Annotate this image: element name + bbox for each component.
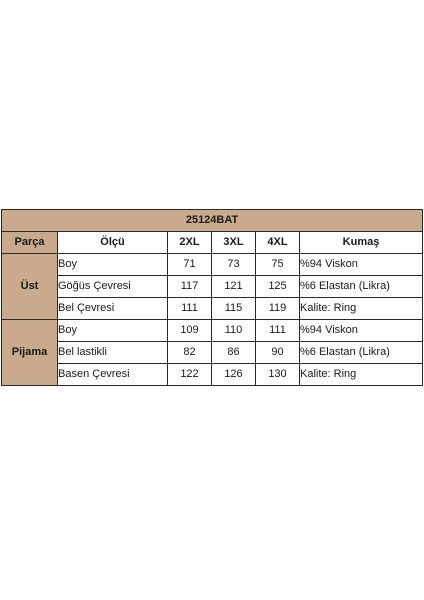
fabric-info: Kalite: Ring <box>300 364 423 386</box>
value-3xl: 126 <box>212 364 256 386</box>
table-row <box>2 364 423 386</box>
measure-label: Basen Çevresi <box>58 364 168 386</box>
fabric-info: %6 Elastan (Likra) <box>300 342 423 364</box>
size-table <box>1 209 423 386</box>
value-2xl: 82 <box>168 342 212 364</box>
value-2xl: 71 <box>168 254 212 276</box>
table-row <box>2 320 423 342</box>
value-2xl: 109 <box>168 320 212 342</box>
value-3xl: 115 <box>212 298 256 320</box>
fabric-info: %94 Viskon <box>300 320 423 342</box>
value-3xl: 86 <box>212 342 256 364</box>
value-4xl: 111 <box>256 320 300 342</box>
table-row <box>2 276 423 298</box>
value-2xl: 117 <box>168 276 212 298</box>
value-3xl: 73 <box>212 254 256 276</box>
value-4xl: 119 <box>256 298 300 320</box>
fabric-info: %94 Viskon <box>300 254 423 276</box>
size-chart <box>1 209 422 386</box>
measure-label: Göğüs Çevresi <box>58 276 168 298</box>
header-olcu: Ölçü <box>58 232 168 254</box>
header-4xl: 4XL <box>256 232 300 254</box>
fabric-info: %6 Elastan (Likra) <box>300 276 423 298</box>
group-label-pijama: Pijama <box>2 320 58 386</box>
value-4xl: 125 <box>256 276 300 298</box>
table-row <box>2 298 423 320</box>
group-label-ust: Üst <box>2 254 58 320</box>
product-code: 25124BAT <box>2 210 423 232</box>
table-row <box>2 254 423 276</box>
value-4xl: 90 <box>256 342 300 364</box>
measure-label: Boy <box>58 254 168 276</box>
title-row <box>2 210 423 232</box>
header-row <box>2 232 423 254</box>
value-2xl: 111 <box>168 298 212 320</box>
header-2xl: 2XL <box>168 232 212 254</box>
table-row <box>2 342 423 364</box>
value-3xl: 121 <box>212 276 256 298</box>
header-3xl: 3XL <box>212 232 256 254</box>
value-4xl: 130 <box>256 364 300 386</box>
measure-label: Boy <box>58 320 168 342</box>
value-3xl: 110 <box>212 320 256 342</box>
value-2xl: 122 <box>168 364 212 386</box>
measure-label: Bel Çevresi <box>58 298 168 320</box>
fabric-info: Kalite: Ring <box>300 298 423 320</box>
value-4xl: 75 <box>256 254 300 276</box>
header-parca: Parça <box>2 232 58 254</box>
measure-label: Bel lastikli <box>58 342 168 364</box>
header-kumas: Kumaş <box>300 232 423 254</box>
